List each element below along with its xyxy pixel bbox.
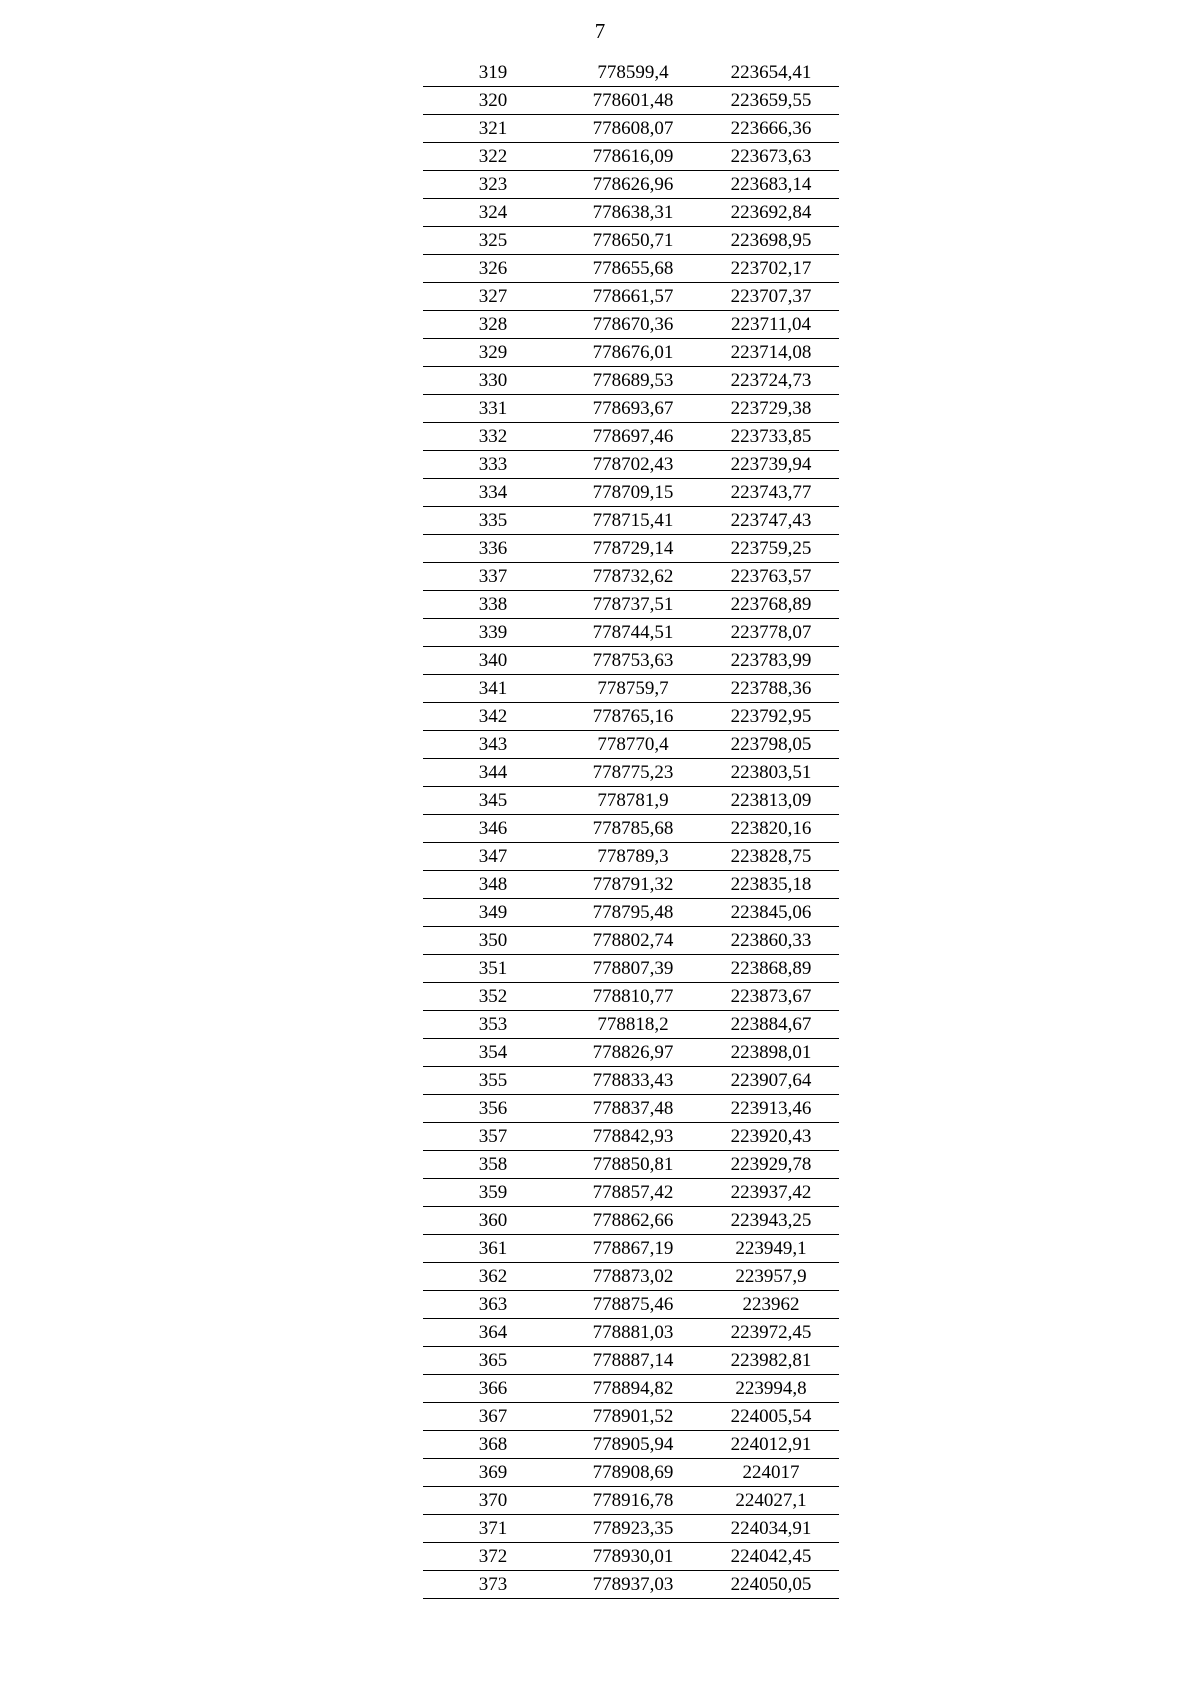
x-coordinate-cell: 778693,67 bbox=[563, 395, 703, 423]
table-row bbox=[423, 731, 839, 759]
x-coordinate-cell: 778601,48 bbox=[563, 87, 703, 115]
y-coordinate-cell: 224017 bbox=[703, 1459, 839, 1487]
point-number-cell: 332 bbox=[423, 423, 563, 451]
y-coordinate-cell: 223920,43 bbox=[703, 1123, 839, 1151]
point-number-cell: 350 bbox=[423, 927, 563, 955]
table-row bbox=[423, 479, 839, 507]
table-row bbox=[423, 619, 839, 647]
x-coordinate-cell: 778857,42 bbox=[563, 1179, 703, 1207]
point-number-cell: 351 bbox=[423, 955, 563, 983]
table-row bbox=[423, 1039, 839, 1067]
y-coordinate-cell: 223820,16 bbox=[703, 815, 839, 843]
point-number-cell: 353 bbox=[423, 1011, 563, 1039]
x-coordinate-cell: 778791,32 bbox=[563, 871, 703, 899]
point-number-cell: 355 bbox=[423, 1067, 563, 1095]
table-row bbox=[423, 955, 839, 983]
point-number-cell: 360 bbox=[423, 1207, 563, 1235]
point-number-cell: 344 bbox=[423, 759, 563, 787]
y-coordinate-cell: 223835,18 bbox=[703, 871, 839, 899]
point-number-cell: 349 bbox=[423, 899, 563, 927]
point-number-cell: 362 bbox=[423, 1263, 563, 1291]
x-coordinate-cell: 778850,81 bbox=[563, 1151, 703, 1179]
table-row bbox=[423, 255, 839, 283]
table-row bbox=[423, 339, 839, 367]
y-coordinate-cell: 224027,1 bbox=[703, 1487, 839, 1515]
y-coordinate-cell: 223937,42 bbox=[703, 1179, 839, 1207]
y-coordinate-cell: 223763,57 bbox=[703, 563, 839, 591]
point-number-cell: 366 bbox=[423, 1375, 563, 1403]
point-number-cell: 373 bbox=[423, 1571, 563, 1599]
x-coordinate-cell: 778697,46 bbox=[563, 423, 703, 451]
point-number-cell: 324 bbox=[423, 199, 563, 227]
x-coordinate-cell: 778715,41 bbox=[563, 507, 703, 535]
table-row bbox=[423, 983, 839, 1011]
table-row bbox=[423, 367, 839, 395]
point-number-cell: 357 bbox=[423, 1123, 563, 1151]
table-row bbox=[423, 1291, 839, 1319]
table-row bbox=[423, 1403, 839, 1431]
point-number-cell: 347 bbox=[423, 843, 563, 871]
point-number-cell: 356 bbox=[423, 1095, 563, 1123]
table-row bbox=[423, 1487, 839, 1515]
x-coordinate-cell: 778873,02 bbox=[563, 1263, 703, 1291]
table-row bbox=[423, 1207, 839, 1235]
x-coordinate-cell: 778930,01 bbox=[563, 1543, 703, 1571]
y-coordinate-cell: 223698,95 bbox=[703, 227, 839, 255]
table-row bbox=[423, 311, 839, 339]
y-coordinate-cell: 223659,55 bbox=[703, 87, 839, 115]
x-coordinate-cell: 778655,68 bbox=[563, 255, 703, 283]
x-coordinate-cell: 778826,97 bbox=[563, 1039, 703, 1067]
table-row bbox=[423, 1571, 839, 1599]
y-coordinate-cell: 223803,51 bbox=[703, 759, 839, 787]
table-row bbox=[423, 395, 839, 423]
table-row bbox=[423, 927, 839, 955]
x-coordinate-cell: 778908,69 bbox=[563, 1459, 703, 1487]
x-coordinate-cell: 778599,4 bbox=[563, 59, 703, 87]
y-coordinate-cell: 224012,91 bbox=[703, 1431, 839, 1459]
y-coordinate-cell: 223666,36 bbox=[703, 115, 839, 143]
point-number-cell: 352 bbox=[423, 983, 563, 1011]
y-coordinate-cell: 223692,84 bbox=[703, 199, 839, 227]
x-coordinate-cell: 778901,52 bbox=[563, 1403, 703, 1431]
y-coordinate-cell: 224034,91 bbox=[703, 1515, 839, 1543]
table-row bbox=[423, 871, 839, 899]
x-coordinate-cell: 778789,3 bbox=[563, 843, 703, 871]
y-coordinate-cell: 224042,45 bbox=[703, 1543, 839, 1571]
y-coordinate-cell: 223778,07 bbox=[703, 619, 839, 647]
coordinates-table-body bbox=[423, 59, 839, 1599]
point-number-cell: 346 bbox=[423, 815, 563, 843]
x-coordinate-cell: 778775,23 bbox=[563, 759, 703, 787]
point-number-cell: 330 bbox=[423, 367, 563, 395]
x-coordinate-cell: 778862,66 bbox=[563, 1207, 703, 1235]
table-row bbox=[423, 87, 839, 115]
point-number-cell: 364 bbox=[423, 1319, 563, 1347]
table-row bbox=[423, 283, 839, 311]
point-number-cell: 337 bbox=[423, 563, 563, 591]
y-coordinate-cell: 223962 bbox=[703, 1291, 839, 1319]
y-coordinate-cell: 223845,06 bbox=[703, 899, 839, 927]
table-row bbox=[423, 1179, 839, 1207]
table-row bbox=[423, 1375, 839, 1403]
x-coordinate-cell: 778608,07 bbox=[563, 115, 703, 143]
table-row bbox=[423, 227, 839, 255]
point-number-cell: 361 bbox=[423, 1235, 563, 1263]
y-coordinate-cell: 223873,67 bbox=[703, 983, 839, 1011]
table-row bbox=[423, 171, 839, 199]
table-row bbox=[423, 1347, 839, 1375]
table-row bbox=[423, 843, 839, 871]
point-number-cell: 342 bbox=[423, 703, 563, 731]
y-coordinate-cell: 223943,25 bbox=[703, 1207, 839, 1235]
table-row bbox=[423, 1011, 839, 1039]
table-row bbox=[423, 1263, 839, 1291]
x-coordinate-cell: 778833,43 bbox=[563, 1067, 703, 1095]
table-row bbox=[423, 1431, 839, 1459]
table-row bbox=[423, 451, 839, 479]
table-row bbox=[423, 59, 839, 87]
table-row bbox=[423, 899, 839, 927]
table-row bbox=[423, 115, 839, 143]
x-coordinate-cell: 778650,71 bbox=[563, 227, 703, 255]
point-number-cell: 369 bbox=[423, 1459, 563, 1487]
table-row bbox=[423, 1543, 839, 1571]
point-number-cell: 343 bbox=[423, 731, 563, 759]
x-coordinate-cell: 778916,78 bbox=[563, 1487, 703, 1515]
x-coordinate-cell: 778842,93 bbox=[563, 1123, 703, 1151]
x-coordinate-cell: 778753,63 bbox=[563, 647, 703, 675]
point-number-cell: 339 bbox=[423, 619, 563, 647]
x-coordinate-cell: 778759,7 bbox=[563, 675, 703, 703]
y-coordinate-cell: 223994,8 bbox=[703, 1375, 839, 1403]
x-coordinate-cell: 778795,48 bbox=[563, 899, 703, 927]
point-number-cell: 372 bbox=[423, 1543, 563, 1571]
point-number-cell: 336 bbox=[423, 535, 563, 563]
table-row bbox=[423, 759, 839, 787]
point-number-cell: 354 bbox=[423, 1039, 563, 1067]
y-coordinate-cell: 223868,89 bbox=[703, 955, 839, 983]
y-coordinate-cell: 223813,09 bbox=[703, 787, 839, 815]
y-coordinate-cell: 223929,78 bbox=[703, 1151, 839, 1179]
table-row bbox=[423, 1515, 839, 1543]
x-coordinate-cell: 778802,74 bbox=[563, 927, 703, 955]
table-row bbox=[423, 199, 839, 227]
y-coordinate-cell: 223707,37 bbox=[703, 283, 839, 311]
x-coordinate-cell: 778818,2 bbox=[563, 1011, 703, 1039]
table-row bbox=[423, 675, 839, 703]
point-number-cell: 333 bbox=[423, 451, 563, 479]
y-coordinate-cell: 223957,9 bbox=[703, 1263, 839, 1291]
point-number-cell: 327 bbox=[423, 283, 563, 311]
y-coordinate-cell: 223788,36 bbox=[703, 675, 839, 703]
table-row bbox=[423, 591, 839, 619]
point-number-cell: 363 bbox=[423, 1291, 563, 1319]
y-coordinate-cell: 223714,08 bbox=[703, 339, 839, 367]
y-coordinate-cell: 223907,64 bbox=[703, 1067, 839, 1095]
x-coordinate-cell: 778616,09 bbox=[563, 143, 703, 171]
point-number-cell: 334 bbox=[423, 479, 563, 507]
y-coordinate-cell: 223913,46 bbox=[703, 1095, 839, 1123]
point-number-cell: 338 bbox=[423, 591, 563, 619]
x-coordinate-cell: 778702,43 bbox=[563, 451, 703, 479]
y-coordinate-cell: 223673,63 bbox=[703, 143, 839, 171]
point-number-cell: 345 bbox=[423, 787, 563, 815]
point-number-cell: 328 bbox=[423, 311, 563, 339]
point-number-cell: 331 bbox=[423, 395, 563, 423]
point-number-cell: 341 bbox=[423, 675, 563, 703]
x-coordinate-cell: 778689,53 bbox=[563, 367, 703, 395]
y-coordinate-cell: 223702,17 bbox=[703, 255, 839, 283]
x-coordinate-cell: 778638,31 bbox=[563, 199, 703, 227]
x-coordinate-cell: 778807,39 bbox=[563, 955, 703, 983]
x-coordinate-cell: 778881,03 bbox=[563, 1319, 703, 1347]
y-coordinate-cell: 223972,45 bbox=[703, 1319, 839, 1347]
x-coordinate-cell: 778785,68 bbox=[563, 815, 703, 843]
table-row bbox=[423, 1095, 839, 1123]
table-row bbox=[423, 143, 839, 171]
y-coordinate-cell: 223747,43 bbox=[703, 507, 839, 535]
x-coordinate-cell: 778737,51 bbox=[563, 591, 703, 619]
y-coordinate-cell: 223884,67 bbox=[703, 1011, 839, 1039]
table-row bbox=[423, 1319, 839, 1347]
x-coordinate-cell: 778923,35 bbox=[563, 1515, 703, 1543]
y-coordinate-cell: 224005,54 bbox=[703, 1403, 839, 1431]
table-row bbox=[423, 647, 839, 675]
x-coordinate-cell: 778765,16 bbox=[563, 703, 703, 731]
table-row bbox=[423, 1067, 839, 1095]
y-coordinate-cell: 223792,95 bbox=[703, 703, 839, 731]
coordinates-table bbox=[423, 59, 839, 1599]
table-row bbox=[423, 1235, 839, 1263]
y-coordinate-cell: 223654,41 bbox=[703, 59, 839, 87]
table-row bbox=[423, 703, 839, 731]
point-number-cell: 358 bbox=[423, 1151, 563, 1179]
y-coordinate-cell: 224050,05 bbox=[703, 1571, 839, 1599]
table-row bbox=[423, 1459, 839, 1487]
point-number-cell: 368 bbox=[423, 1431, 563, 1459]
point-number-cell: 348 bbox=[423, 871, 563, 899]
point-number-cell: 335 bbox=[423, 507, 563, 535]
x-coordinate-cell: 778781,9 bbox=[563, 787, 703, 815]
y-coordinate-cell: 223739,94 bbox=[703, 451, 839, 479]
point-number-cell: 371 bbox=[423, 1515, 563, 1543]
x-coordinate-cell: 778770,4 bbox=[563, 731, 703, 759]
y-coordinate-cell: 223759,25 bbox=[703, 535, 839, 563]
point-number-cell: 340 bbox=[423, 647, 563, 675]
y-coordinate-cell: 223949,1 bbox=[703, 1235, 839, 1263]
point-number-cell: 370 bbox=[423, 1487, 563, 1515]
x-coordinate-cell: 778875,46 bbox=[563, 1291, 703, 1319]
point-number-cell: 329 bbox=[423, 339, 563, 367]
x-coordinate-cell: 778709,15 bbox=[563, 479, 703, 507]
page-number: 7 bbox=[594, 19, 606, 43]
y-coordinate-cell: 223768,89 bbox=[703, 591, 839, 619]
table-row bbox=[423, 535, 839, 563]
point-number-cell: 359 bbox=[423, 1179, 563, 1207]
y-coordinate-cell: 223733,85 bbox=[703, 423, 839, 451]
table-row bbox=[423, 423, 839, 451]
x-coordinate-cell: 778676,01 bbox=[563, 339, 703, 367]
point-number-cell: 322 bbox=[423, 143, 563, 171]
x-coordinate-cell: 778744,51 bbox=[563, 619, 703, 647]
point-number-cell: 319 bbox=[423, 59, 563, 87]
x-coordinate-cell: 778887,14 bbox=[563, 1347, 703, 1375]
point-number-cell: 325 bbox=[423, 227, 563, 255]
x-coordinate-cell: 778867,19 bbox=[563, 1235, 703, 1263]
x-coordinate-cell: 778661,57 bbox=[563, 283, 703, 311]
x-coordinate-cell: 778937,03 bbox=[563, 1571, 703, 1599]
table-row bbox=[423, 1123, 839, 1151]
y-coordinate-cell: 223828,75 bbox=[703, 843, 839, 871]
point-number-cell: 365 bbox=[423, 1347, 563, 1375]
x-coordinate-cell: 778810,77 bbox=[563, 983, 703, 1011]
point-number-cell: 367 bbox=[423, 1403, 563, 1431]
table-row bbox=[423, 563, 839, 591]
y-coordinate-cell: 223729,38 bbox=[703, 395, 839, 423]
y-coordinate-cell: 223783,99 bbox=[703, 647, 839, 675]
y-coordinate-cell: 223683,14 bbox=[703, 171, 839, 199]
y-coordinate-cell: 223724,73 bbox=[703, 367, 839, 395]
x-coordinate-cell: 778905,94 bbox=[563, 1431, 703, 1459]
x-coordinate-cell: 778729,14 bbox=[563, 535, 703, 563]
y-coordinate-cell: 223711,04 bbox=[703, 311, 839, 339]
point-number-cell: 326 bbox=[423, 255, 563, 283]
y-coordinate-cell: 223982,81 bbox=[703, 1347, 839, 1375]
table-row bbox=[423, 507, 839, 535]
table-row bbox=[423, 815, 839, 843]
point-number-cell: 321 bbox=[423, 115, 563, 143]
y-coordinate-cell: 223860,33 bbox=[703, 927, 839, 955]
point-number-cell: 320 bbox=[423, 87, 563, 115]
x-coordinate-cell: 778894,82 bbox=[563, 1375, 703, 1403]
point-number-cell: 323 bbox=[423, 171, 563, 199]
table-row bbox=[423, 1151, 839, 1179]
table-row bbox=[423, 787, 839, 815]
y-coordinate-cell: 223798,05 bbox=[703, 731, 839, 759]
x-coordinate-cell: 778670,36 bbox=[563, 311, 703, 339]
x-coordinate-cell: 778626,96 bbox=[563, 171, 703, 199]
x-coordinate-cell: 778732,62 bbox=[563, 563, 703, 591]
y-coordinate-cell: 223743,77 bbox=[703, 479, 839, 507]
x-coordinate-cell: 778837,48 bbox=[563, 1095, 703, 1123]
y-coordinate-cell: 223898,01 bbox=[703, 1039, 839, 1067]
